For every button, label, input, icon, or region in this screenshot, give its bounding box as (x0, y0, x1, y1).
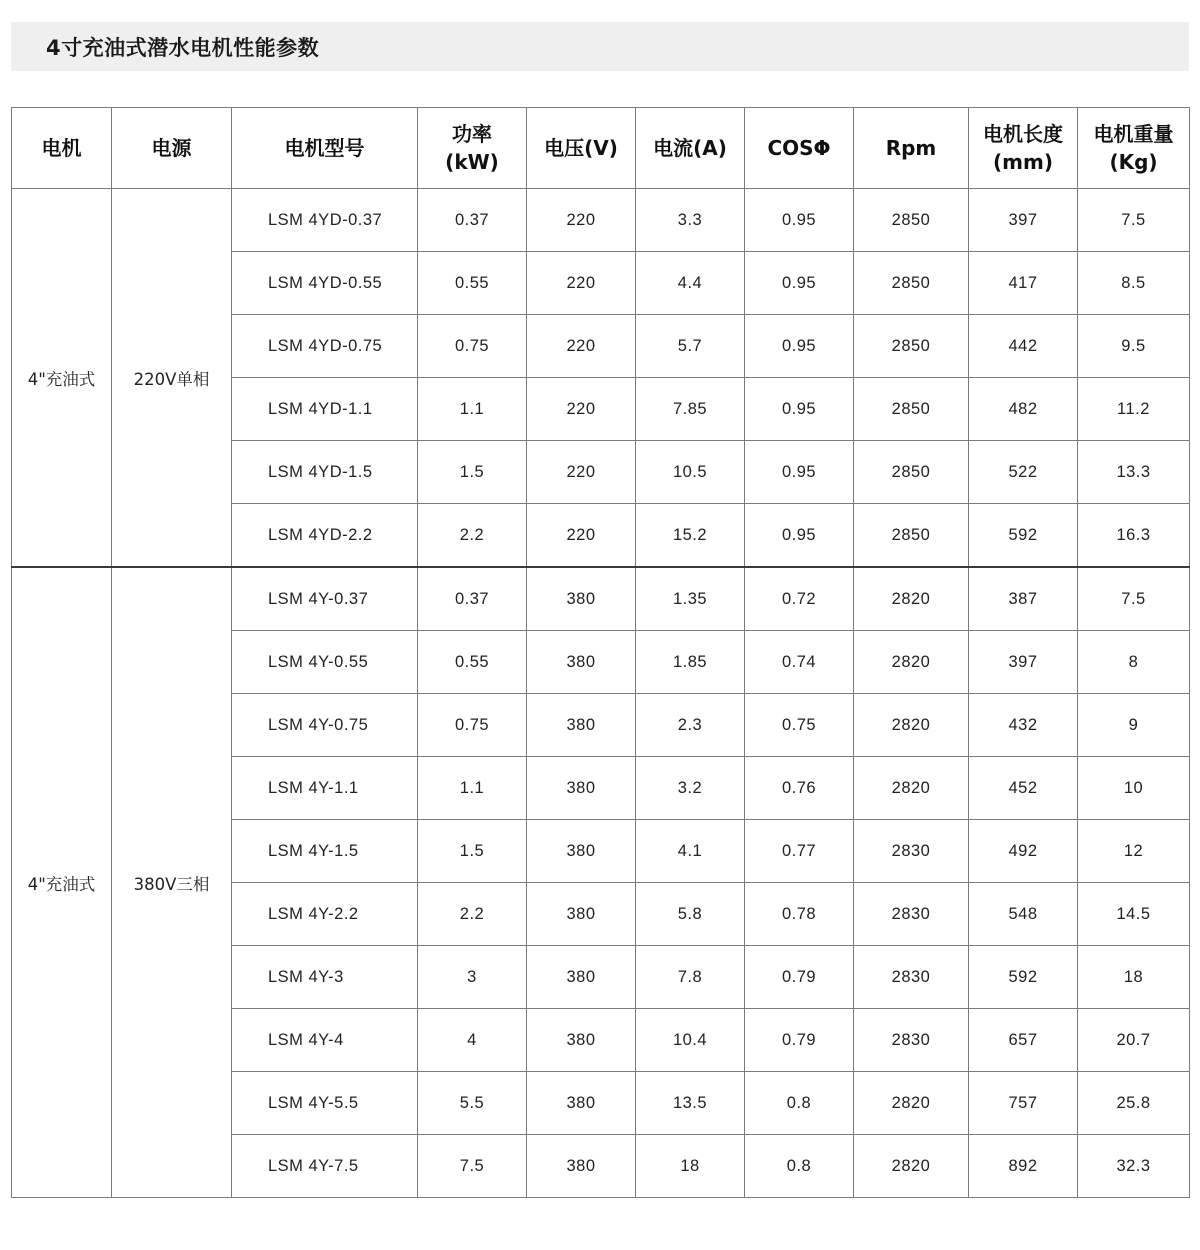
cell-model: LSM 4YD-0.55 (232, 252, 418, 315)
column-header-text: 电机重量 (1093, 122, 1174, 146)
cell-rpm: 2850 (854, 378, 969, 441)
cell-power-kw: 0.37 (418, 567, 527, 631)
cell-voltage: 380 (527, 946, 636, 1009)
column-header-text: 电流(A) (653, 136, 727, 160)
cell-length-mm: 657 (969, 1009, 1078, 1072)
cell-current: 4.4 (636, 252, 745, 315)
cell-cos-phi: 0.78 (745, 883, 854, 946)
cell-current: 18 (636, 1135, 745, 1198)
cell-weight-kg: 11.2 (1078, 378, 1190, 441)
cell-cos-phi: 0.72 (745, 567, 854, 631)
cell-weight-kg: 7.5 (1078, 567, 1190, 631)
cell-cos-phi: 0.74 (745, 631, 854, 694)
cell-current: 3.3 (636, 189, 745, 252)
cell-current: 15.2 (636, 504, 745, 568)
column-header-motor (12, 108, 112, 189)
motor-type-cell: 4"充油式 (12, 567, 112, 1198)
column-header-weight-kg (1078, 108, 1190, 189)
cell-length-mm: 492 (969, 820, 1078, 883)
motor-type-cell: 4"充油式 (12, 189, 112, 568)
cell-current: 4.1 (636, 820, 745, 883)
cell-power-kw: 0.75 (418, 694, 527, 757)
cell-weight-kg: 8 (1078, 631, 1190, 694)
cell-weight-kg: 7.5 (1078, 189, 1190, 252)
cell-cos-phi: 0.79 (745, 1009, 854, 1072)
column-header-text: 电压(V) (544, 136, 618, 160)
power-supply-cell: 220V单相 (112, 189, 232, 568)
column-header-power-kw (418, 108, 527, 189)
column-header-power-supply (112, 108, 232, 189)
cell-cos-phi: 0.95 (745, 315, 854, 378)
cell-model: LSM 4YD-0.37 (232, 189, 418, 252)
cell-length-mm: 522 (969, 441, 1078, 504)
cell-rpm: 2830 (854, 820, 969, 883)
cell-current: 1.35 (636, 567, 745, 631)
column-header-text: 电源 (151, 136, 192, 160)
cell-weight-kg: 18 (1078, 946, 1190, 1009)
cell-power-kw: 0.75 (418, 315, 527, 378)
cell-cos-phi: 0.95 (745, 252, 854, 315)
cell-cos-phi: 0.95 (745, 189, 854, 252)
cell-voltage: 380 (527, 1072, 636, 1135)
column-header-current (636, 108, 745, 189)
cell-voltage: 220 (527, 378, 636, 441)
cell-power-kw: 1.1 (418, 757, 527, 820)
cell-rpm: 2830 (854, 946, 969, 1009)
cell-rpm: 2850 (854, 252, 969, 315)
column-header-text: 电机 (41, 136, 82, 160)
cell-current: 5.7 (636, 315, 745, 378)
cell-length-mm: 397 (969, 189, 1078, 252)
column-header-length-mm (969, 108, 1078, 189)
cell-rpm: 2850 (854, 189, 969, 252)
cell-weight-kg: 9.5 (1078, 315, 1190, 378)
cell-rpm: 2820 (854, 1072, 969, 1135)
cell-current: 7.8 (636, 946, 745, 1009)
cell-length-mm: 397 (969, 631, 1078, 694)
cell-rpm: 2830 (854, 1009, 969, 1072)
cell-voltage: 380 (527, 567, 636, 631)
cell-voltage: 220 (527, 504, 636, 568)
cell-voltage: 380 (527, 820, 636, 883)
title-bar (11, 22, 1189, 71)
cell-length-mm: 548 (969, 883, 1078, 946)
column-header-text: 电机长度 (983, 122, 1063, 146)
cell-current: 10.5 (636, 441, 745, 504)
cell-cos-phi: 0.95 (745, 504, 854, 568)
column-header-text: 功率 (452, 122, 492, 146)
table-row (12, 189, 1190, 252)
cell-model: LSM 4Y-4 (232, 1009, 418, 1072)
column-header-text: (kW) (445, 150, 499, 174)
column-header-text: 电机型号 (284, 136, 365, 160)
cell-length-mm: 417 (969, 252, 1078, 315)
cell-model: LSM 4YD-1.1 (232, 378, 418, 441)
cell-cos-phi: 0.95 (745, 378, 854, 441)
cell-voltage: 380 (527, 694, 636, 757)
cell-length-mm: 892 (969, 1135, 1078, 1198)
cell-rpm: 2820 (854, 1135, 969, 1198)
cell-weight-kg: 12 (1078, 820, 1190, 883)
cell-weight-kg: 32.3 (1078, 1135, 1190, 1198)
cell-length-mm: 482 (969, 378, 1078, 441)
cell-length-mm: 442 (969, 315, 1078, 378)
cell-rpm: 2820 (854, 757, 969, 820)
cell-voltage: 220 (527, 315, 636, 378)
cell-power-kw: 0.37 (418, 189, 527, 252)
cell-power-kw: 1.5 (418, 441, 527, 504)
cell-power-kw: 1.1 (418, 378, 527, 441)
cell-length-mm: 757 (969, 1072, 1078, 1135)
cell-model: LSM 4Y-7.5 (232, 1135, 418, 1198)
cell-model: LSM 4YD-2.2 (232, 504, 418, 568)
table-row (12, 567, 1190, 631)
cell-model: LSM 4Y-5.5 (232, 1072, 418, 1135)
cell-voltage: 380 (527, 757, 636, 820)
column-header-rpm (854, 108, 969, 189)
cell-cos-phi: 0.95 (745, 441, 854, 504)
cell-current: 5.8 (636, 883, 745, 946)
cell-voltage: 220 (527, 189, 636, 252)
cell-current: 7.85 (636, 378, 745, 441)
cell-rpm: 2850 (854, 441, 969, 504)
cell-current: 10.4 (636, 1009, 745, 1072)
cell-weight-kg: 13.3 (1078, 441, 1190, 504)
cell-length-mm: 592 (969, 504, 1078, 568)
cell-model: LSM 4YD-0.75 (232, 315, 418, 378)
cell-current: 3.2 (636, 757, 745, 820)
cell-length-mm: 387 (969, 567, 1078, 631)
cell-weight-kg: 9 (1078, 694, 1190, 757)
cell-length-mm: 432 (969, 694, 1078, 757)
cell-power-kw: 0.55 (418, 252, 527, 315)
cell-power-kw: 2.2 (418, 504, 527, 568)
cell-model: LSM 4YD-1.5 (232, 441, 418, 504)
cell-length-mm: 452 (969, 757, 1078, 820)
column-header-text: Rpm (885, 136, 937, 160)
cell-power-kw: 3 (418, 946, 527, 1009)
cell-voltage: 380 (527, 631, 636, 694)
cell-cos-phi: 0.79 (745, 946, 854, 1009)
cell-model: LSM 4Y-1.5 (232, 820, 418, 883)
cell-power-kw: 1.5 (418, 820, 527, 883)
cell-current: 2.3 (636, 694, 745, 757)
cell-voltage: 380 (527, 1009, 636, 1072)
cell-power-kw: 2.2 (418, 883, 527, 946)
cell-voltage: 380 (527, 883, 636, 946)
cell-model: LSM 4Y-0.75 (232, 694, 418, 757)
column-header-text: (mm) (993, 150, 1053, 174)
column-header-voltage (527, 108, 636, 189)
table-body (12, 189, 1190, 1198)
page-title: 4寸充油式潜水电机性能参数 (46, 35, 320, 60)
cell-power-kw: 0.55 (418, 631, 527, 694)
cell-length-mm: 592 (969, 946, 1078, 1009)
cell-rpm: 2820 (854, 694, 969, 757)
cell-current: 1.85 (636, 631, 745, 694)
cell-voltage: 220 (527, 441, 636, 504)
cell-weight-kg: 8.5 (1078, 252, 1190, 315)
cell-rpm: 2850 (854, 504, 969, 568)
cell-model: LSM 4Y-0.55 (232, 631, 418, 694)
cell-weight-kg: 20.7 (1078, 1009, 1190, 1072)
cell-weight-kg: 10 (1078, 757, 1190, 820)
column-header-cos-phi (745, 108, 854, 189)
cell-voltage: 220 (527, 252, 636, 315)
column-header-text: COSΦ (767, 136, 831, 160)
cell-model: LSM 4Y-2.2 (232, 883, 418, 946)
power-supply-cell: 380V三相 (112, 567, 232, 1198)
cell-rpm: 2820 (854, 631, 969, 694)
motor-spec-table (11, 107, 1190, 1198)
cell-power-kw: 4 (418, 1009, 527, 1072)
cell-model: LSM 4Y-1.1 (232, 757, 418, 820)
cell-rpm: 2850 (854, 315, 969, 378)
cell-current: 13.5 (636, 1072, 745, 1135)
cell-power-kw: 7.5 (418, 1135, 527, 1198)
column-header-model (232, 108, 418, 189)
cell-weight-kg: 25.8 (1078, 1072, 1190, 1135)
column-header-text: (Kg) (1109, 150, 1158, 174)
cell-cos-phi: 0.77 (745, 820, 854, 883)
cell-model: LSM 4Y-0.37 (232, 567, 418, 631)
cell-model: LSM 4Y-3 (232, 946, 418, 1009)
cell-voltage: 380 (527, 1135, 636, 1198)
cell-power-kw: 5.5 (418, 1072, 527, 1135)
cell-cos-phi: 0.8 (745, 1135, 854, 1198)
cell-weight-kg: 14.5 (1078, 883, 1190, 946)
cell-rpm: 2830 (854, 883, 969, 946)
cell-weight-kg: 16.3 (1078, 504, 1190, 568)
cell-cos-phi: 0.8 (745, 1072, 854, 1135)
cell-cos-phi: 0.75 (745, 694, 854, 757)
table-header-row (12, 108, 1190, 189)
cell-rpm: 2820 (854, 567, 969, 631)
cell-cos-phi: 0.76 (745, 757, 854, 820)
